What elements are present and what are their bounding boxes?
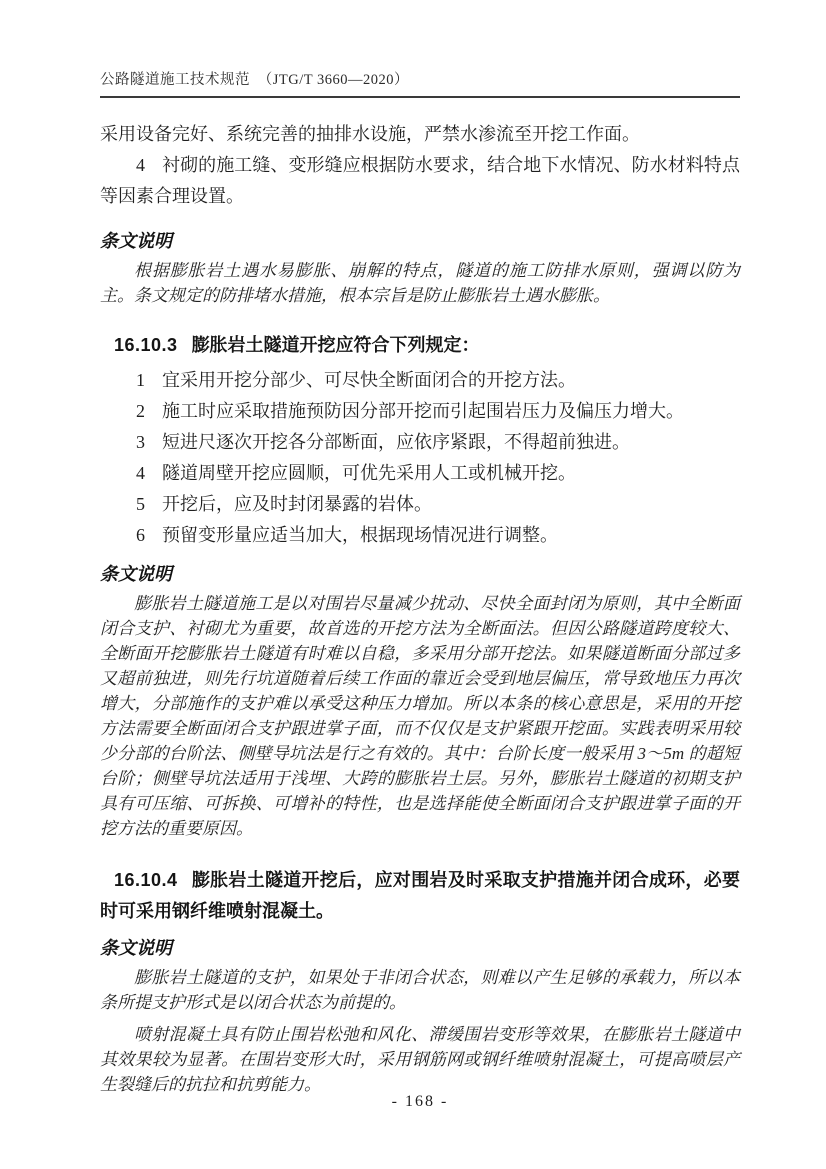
clause-item-list <box>100 365 740 551</box>
notes-heading: 条文说明 <box>100 564 172 584</box>
item-text: 施工时应采取措施预防因分部开挖而引起围岩压力及偏压力增大。 <box>162 401 684 421</box>
item-text: 宜采用开挖分部少、可尽快全断面闭合的开挖方法。 <box>162 370 576 390</box>
clause-item-5 <box>100 489 740 520</box>
item-text: 短进尺逐次开挖各分部断面，应依序紧跟，不得超前独进。 <box>162 432 630 452</box>
clause-item-1 <box>100 365 740 396</box>
clause-item-4 <box>100 458 740 489</box>
item-number: 6 <box>136 525 145 545</box>
item-text: 衬砌的施工缝、变形缝应根据防水要求，结合地下水情况、防水材料特点等因素合理设置。 <box>100 155 740 206</box>
clause-item-3 <box>100 427 740 458</box>
item-text: 隧道周壁开挖应圆顺，可优先采用人工或机械开挖。 <box>162 463 576 483</box>
item-text: 开挖后，应及时封闭暴露的岩体。 <box>162 494 432 514</box>
notes-heading: 条文说明 <box>100 231 172 251</box>
page-number: - 168 - <box>391 1093 449 1110</box>
item-number: 4 <box>136 155 145 175</box>
commentary-paragraph-2: 膨胀岩土隧道施工是以对围岩尽量减少扰动、尽快全面封闭为原则，其中全断面闭合支护、衬砌尤为重要，故首选的开挖方法为全断面法。但因公路隧道跨度较大、全断面开挖膨胀岩土隧道有时难以自稳，多采用分部开挖法。如果隧道断面分部过多又超前独进，则先行坑道随着后续工作面的靠近会受到地层偏压，常导致地压力再次增大，分部施作的支护难以承受这种压力增加。所以本条的核心意思是，采用的开挖方法需要全断面闭合支护跟进掌子面，而不仅仅是支护紧跟开挖面。实践表明采用较少分部的台阶法、侧壁导坑法是行之有效的。其中：台阶长度一般采用 3～5m 的超短台阶；侧壁导坑法适用于浅埋、大跨的膨胀岩土层。另外，膨胀岩土隧道的初期支护具有可压缩、可拆换、可增补的特性，也是选择能使全断面闭合支护跟进掌子面的开挖方法的重要原因。 <box>100 594 740 838</box>
clause-number: 16.10.3 <box>114 335 178 355</box>
notes-heading: 条文说明 <box>100 938 172 958</box>
running-header: 公路隧道施工技术规范 （JTG/T 3660—2020） <box>100 70 740 98</box>
clause-title: 膨胀岩土隧道开挖应符合下列规定： <box>191 335 480 355</box>
numbered-item-4 <box>100 150 740 212</box>
item-number: 4 <box>136 463 145 483</box>
clause-number: 16.10.4 <box>114 870 178 890</box>
clause-item-2 <box>100 396 740 427</box>
item-number: 3 <box>136 432 145 452</box>
clause-item-6 <box>100 520 740 551</box>
clause-heading-16-10-3 <box>100 330 740 361</box>
commentary-paragraph-4: 喷射混凝土具有防止围岩松弛和风化、滞缓围岩变形等效果，在膨胀岩土隧道中其效果较为显著。在围岩变形大时，采用钢筋网或钢纤维喷射混凝土，可提高喷层产生裂缝后的抗拉和抗剪能力。 <box>100 1025 740 1094</box>
item-number: 2 <box>136 401 145 421</box>
clause-heading-16-10-4 <box>100 865 740 927</box>
commentary-paragraph-3: 膨胀岩土隧道的支护，如果处于非闭合状态，则难以产生足够的承载力，所以本条所提支护形式是以闭合状态为前提的。 <box>100 968 740 1012</box>
commentary-paragraph-1: 根据膨胀岩土遇水易膨胀、崩解的特点，隧道的施工防排水原则，强调以防为主。条文规定的防排堵水措施，根本宗旨是防止膨胀岩土遇水膨胀。 <box>100 261 740 305</box>
clause-text: 膨胀岩土隧道开挖后，应对围岩及时采取支护措施并闭合成环，必要时可采用钢纤维喷射混凝土。 <box>100 870 740 921</box>
item-text: 预留变形量应适当加大，根据现场情况进行调整。 <box>162 525 558 545</box>
item-number: 5 <box>136 494 145 514</box>
item-number: 1 <box>136 370 145 390</box>
body-paragraph-continuation: 采用设备完好、系统完善的抽排水设施，严禁水渗流至开挖工作面。 <box>100 124 640 144</box>
